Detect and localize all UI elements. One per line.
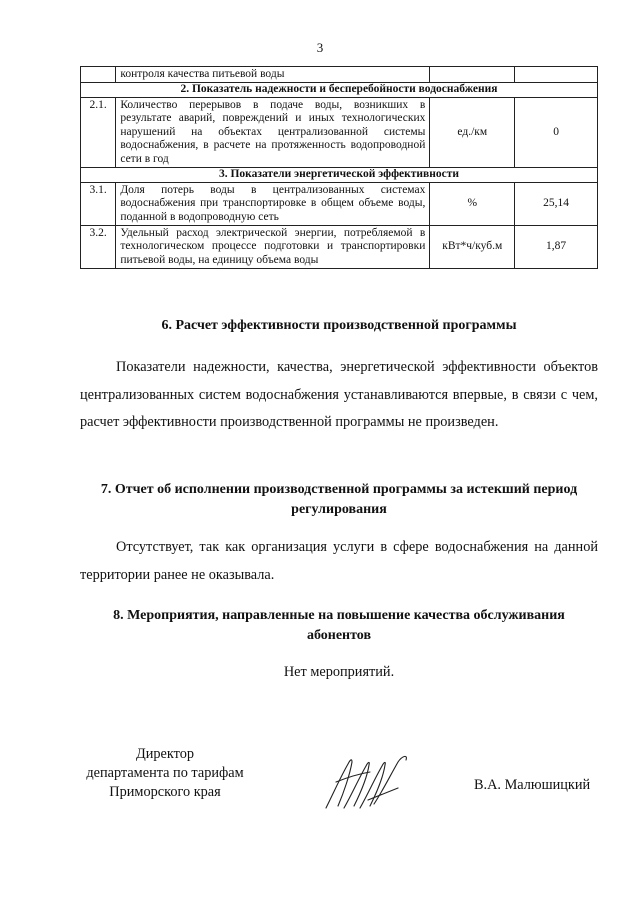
indicators-table xyxy=(80,66,598,269)
table-row xyxy=(81,182,598,225)
section-header-row xyxy=(81,83,598,97)
section-6-text: Показатели надежности, качества, энергетической эффективности объектов централизованных систем водоснабжения устанавливаются впервые, в связи с чем, расчет эффективности производственной программы не произведен. xyxy=(80,359,598,430)
row-number: 2.1. xyxy=(81,97,116,167)
section-7-heading: 7. Отчет об исполнении производственной программы за истекший период регулирования xyxy=(100,482,578,517)
signatory-title-line: Приморского края xyxy=(109,784,221,800)
section-title: 3. Показатели энергетической эффективности xyxy=(81,168,598,182)
signatory-name: В.А. Малюшицкий xyxy=(474,777,591,793)
row-unit xyxy=(430,67,515,83)
table-row xyxy=(81,67,598,83)
page-number: 3 xyxy=(316,40,324,55)
section-8-heading: 8. Мероприятия, направленные на повышение качества обслуживания абонентов xyxy=(113,608,565,643)
row-number xyxy=(81,67,116,83)
handwritten-signature xyxy=(322,752,412,812)
table-row xyxy=(81,225,598,268)
section-6-heading: 6. Расчет эффективности производственной программы xyxy=(161,318,517,333)
row-description: Доля потерь воды в централизованных системах водоснабжения при транспортировке в общем объеме воды, поданной в водопроводную сеть xyxy=(116,182,430,225)
signatory-title-line: департамента по тарифам xyxy=(86,765,244,781)
signatory-title xyxy=(70,745,260,802)
row-number: 3.2. xyxy=(81,225,116,268)
section-title: 2. Показатель надежности и бесперебойности водоснабжения xyxy=(81,83,598,97)
table-row xyxy=(81,97,598,167)
row-unit: % xyxy=(430,182,515,225)
row-value: 0 xyxy=(515,97,598,167)
row-unit: ед./км xyxy=(430,97,515,167)
signatory-title-line: Директор xyxy=(135,746,194,762)
section-header-row xyxy=(81,168,598,182)
row-value: 1,87 xyxy=(515,225,598,268)
section-7-text: Отсутствует, так как организация услуги в сфере водоснабжения на данной территории ранее не оказывала. xyxy=(80,539,598,583)
section-8-text: Нет мероприятий. xyxy=(283,664,395,680)
row-description: контроля качества питьевой воды xyxy=(116,67,430,83)
row-number: 3.1. xyxy=(81,182,116,225)
row-value: 25,14 xyxy=(515,182,598,225)
row-value xyxy=(515,67,598,83)
row-description: Количество перерывов в подаче воды, возникших в результате аварий, повреждений и иных технологических нарушений на объектах централизованной системы водоснабжения, в расчете на протяженность водопроводной сети в год xyxy=(116,97,430,167)
row-unit: кВт*ч/куб.м xyxy=(430,225,515,268)
row-description: Удельный расход электрической энергии, потребляемой в технологическом процессе подготовки и транспортировки питьевой воды, на единицу объема воды xyxy=(116,225,430,268)
